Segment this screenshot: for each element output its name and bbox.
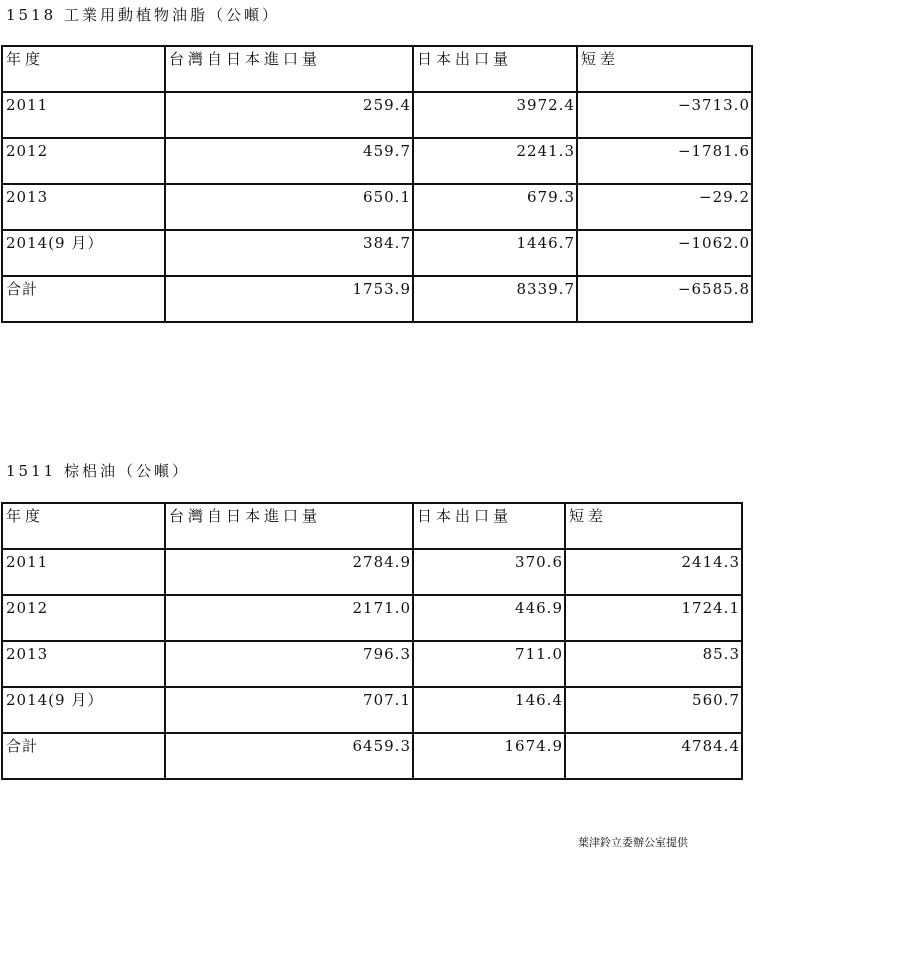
year-cell: 2012 <box>2 595 165 641</box>
taiwan-import-cell: 2784.9 <box>165 549 413 595</box>
year-cell: 2011 <box>2 549 165 595</box>
total-label: 合計 <box>2 276 165 322</box>
japan-export-cell: 446.9 <box>413 595 565 641</box>
total-row <box>2 733 742 779</box>
year-cell: 2013 <box>2 641 165 687</box>
taiwan-import-cell: 650.1 <box>165 184 413 230</box>
japan-export-cell: 679.3 <box>413 184 577 230</box>
difference-cell: 85.3 <box>565 641 742 687</box>
table-row <box>2 595 742 641</box>
taiwan-import-cell: 459.7 <box>165 138 413 184</box>
table2-title: 1511 棕梠油（公噸） <box>6 462 190 480</box>
header-row <box>2 46 752 92</box>
taiwan-import-cell: 259.4 <box>165 92 413 138</box>
header-year: 年度 <box>2 503 165 549</box>
japan-export-cell: 711.0 <box>413 641 565 687</box>
taiwan-import-cell: 2171.0 <box>165 595 413 641</box>
header-japan-export: 日本出口量 <box>413 503 565 549</box>
japan-export-total: 8339.7 <box>413 276 577 322</box>
taiwan-import-cell: 707.1 <box>165 687 413 733</box>
table-row <box>2 92 752 138</box>
taiwan-import-cell: 796.3 <box>165 641 413 687</box>
difference-cell: −3713.0 <box>577 92 752 138</box>
japan-export-cell: 1446.7 <box>413 230 577 276</box>
japan-export-cell: 3972.4 <box>413 92 577 138</box>
year-cell: 2014(9 月） <box>2 230 165 276</box>
year-cell: 2013 <box>2 184 165 230</box>
year-cell: 2011 <box>2 92 165 138</box>
import-export-table-1511 <box>1 502 743 780</box>
table-row <box>2 687 742 733</box>
table-row <box>2 230 752 276</box>
difference-cell: 1724.1 <box>565 595 742 641</box>
header-difference: 短差 <box>577 46 752 92</box>
header-japan-export: 日本出口量 <box>413 46 577 92</box>
difference-cell: −1062.0 <box>577 230 752 276</box>
taiwan-import-cell: 384.7 <box>165 230 413 276</box>
header-taiwan-import: 台灣自日本進口量 <box>165 46 413 92</box>
year-cell: 2012 <box>2 138 165 184</box>
taiwan-import-total: 6459.3 <box>165 733 413 779</box>
import-export-table-1518 <box>1 45 753 323</box>
total-label: 合計 <box>2 733 165 779</box>
japan-export-cell: 370.6 <box>413 549 565 595</box>
year-cell: 2014(9 月） <box>2 687 165 733</box>
table-row <box>2 138 752 184</box>
japan-export-cell: 2241.3 <box>413 138 577 184</box>
total-row <box>2 276 752 322</box>
table1-title: 1518 工業用動植物油脂（公噸） <box>6 6 280 24</box>
source-credit: 葉津鈴立委辦公室提供 <box>578 836 688 849</box>
taiwan-import-total: 1753.9 <box>165 276 413 322</box>
table-row <box>2 549 742 595</box>
difference-total: −6585.8 <box>577 276 752 322</box>
difference-cell: −29.2 <box>577 184 752 230</box>
difference-cell: −1781.6 <box>577 138 752 184</box>
header-difference: 短差 <box>565 503 742 549</box>
header-taiwan-import: 台灣自日本進口量 <box>165 503 413 549</box>
header-year: 年度 <box>2 46 165 92</box>
header-row <box>2 503 742 549</box>
japan-export-total: 1674.9 <box>413 733 565 779</box>
japan-export-cell: 146.4 <box>413 687 565 733</box>
table-row <box>2 184 752 230</box>
table-row <box>2 641 742 687</box>
difference-cell: 560.7 <box>565 687 742 733</box>
difference-total: 4784.4 <box>565 733 742 779</box>
difference-cell: 2414.3 <box>565 549 742 595</box>
